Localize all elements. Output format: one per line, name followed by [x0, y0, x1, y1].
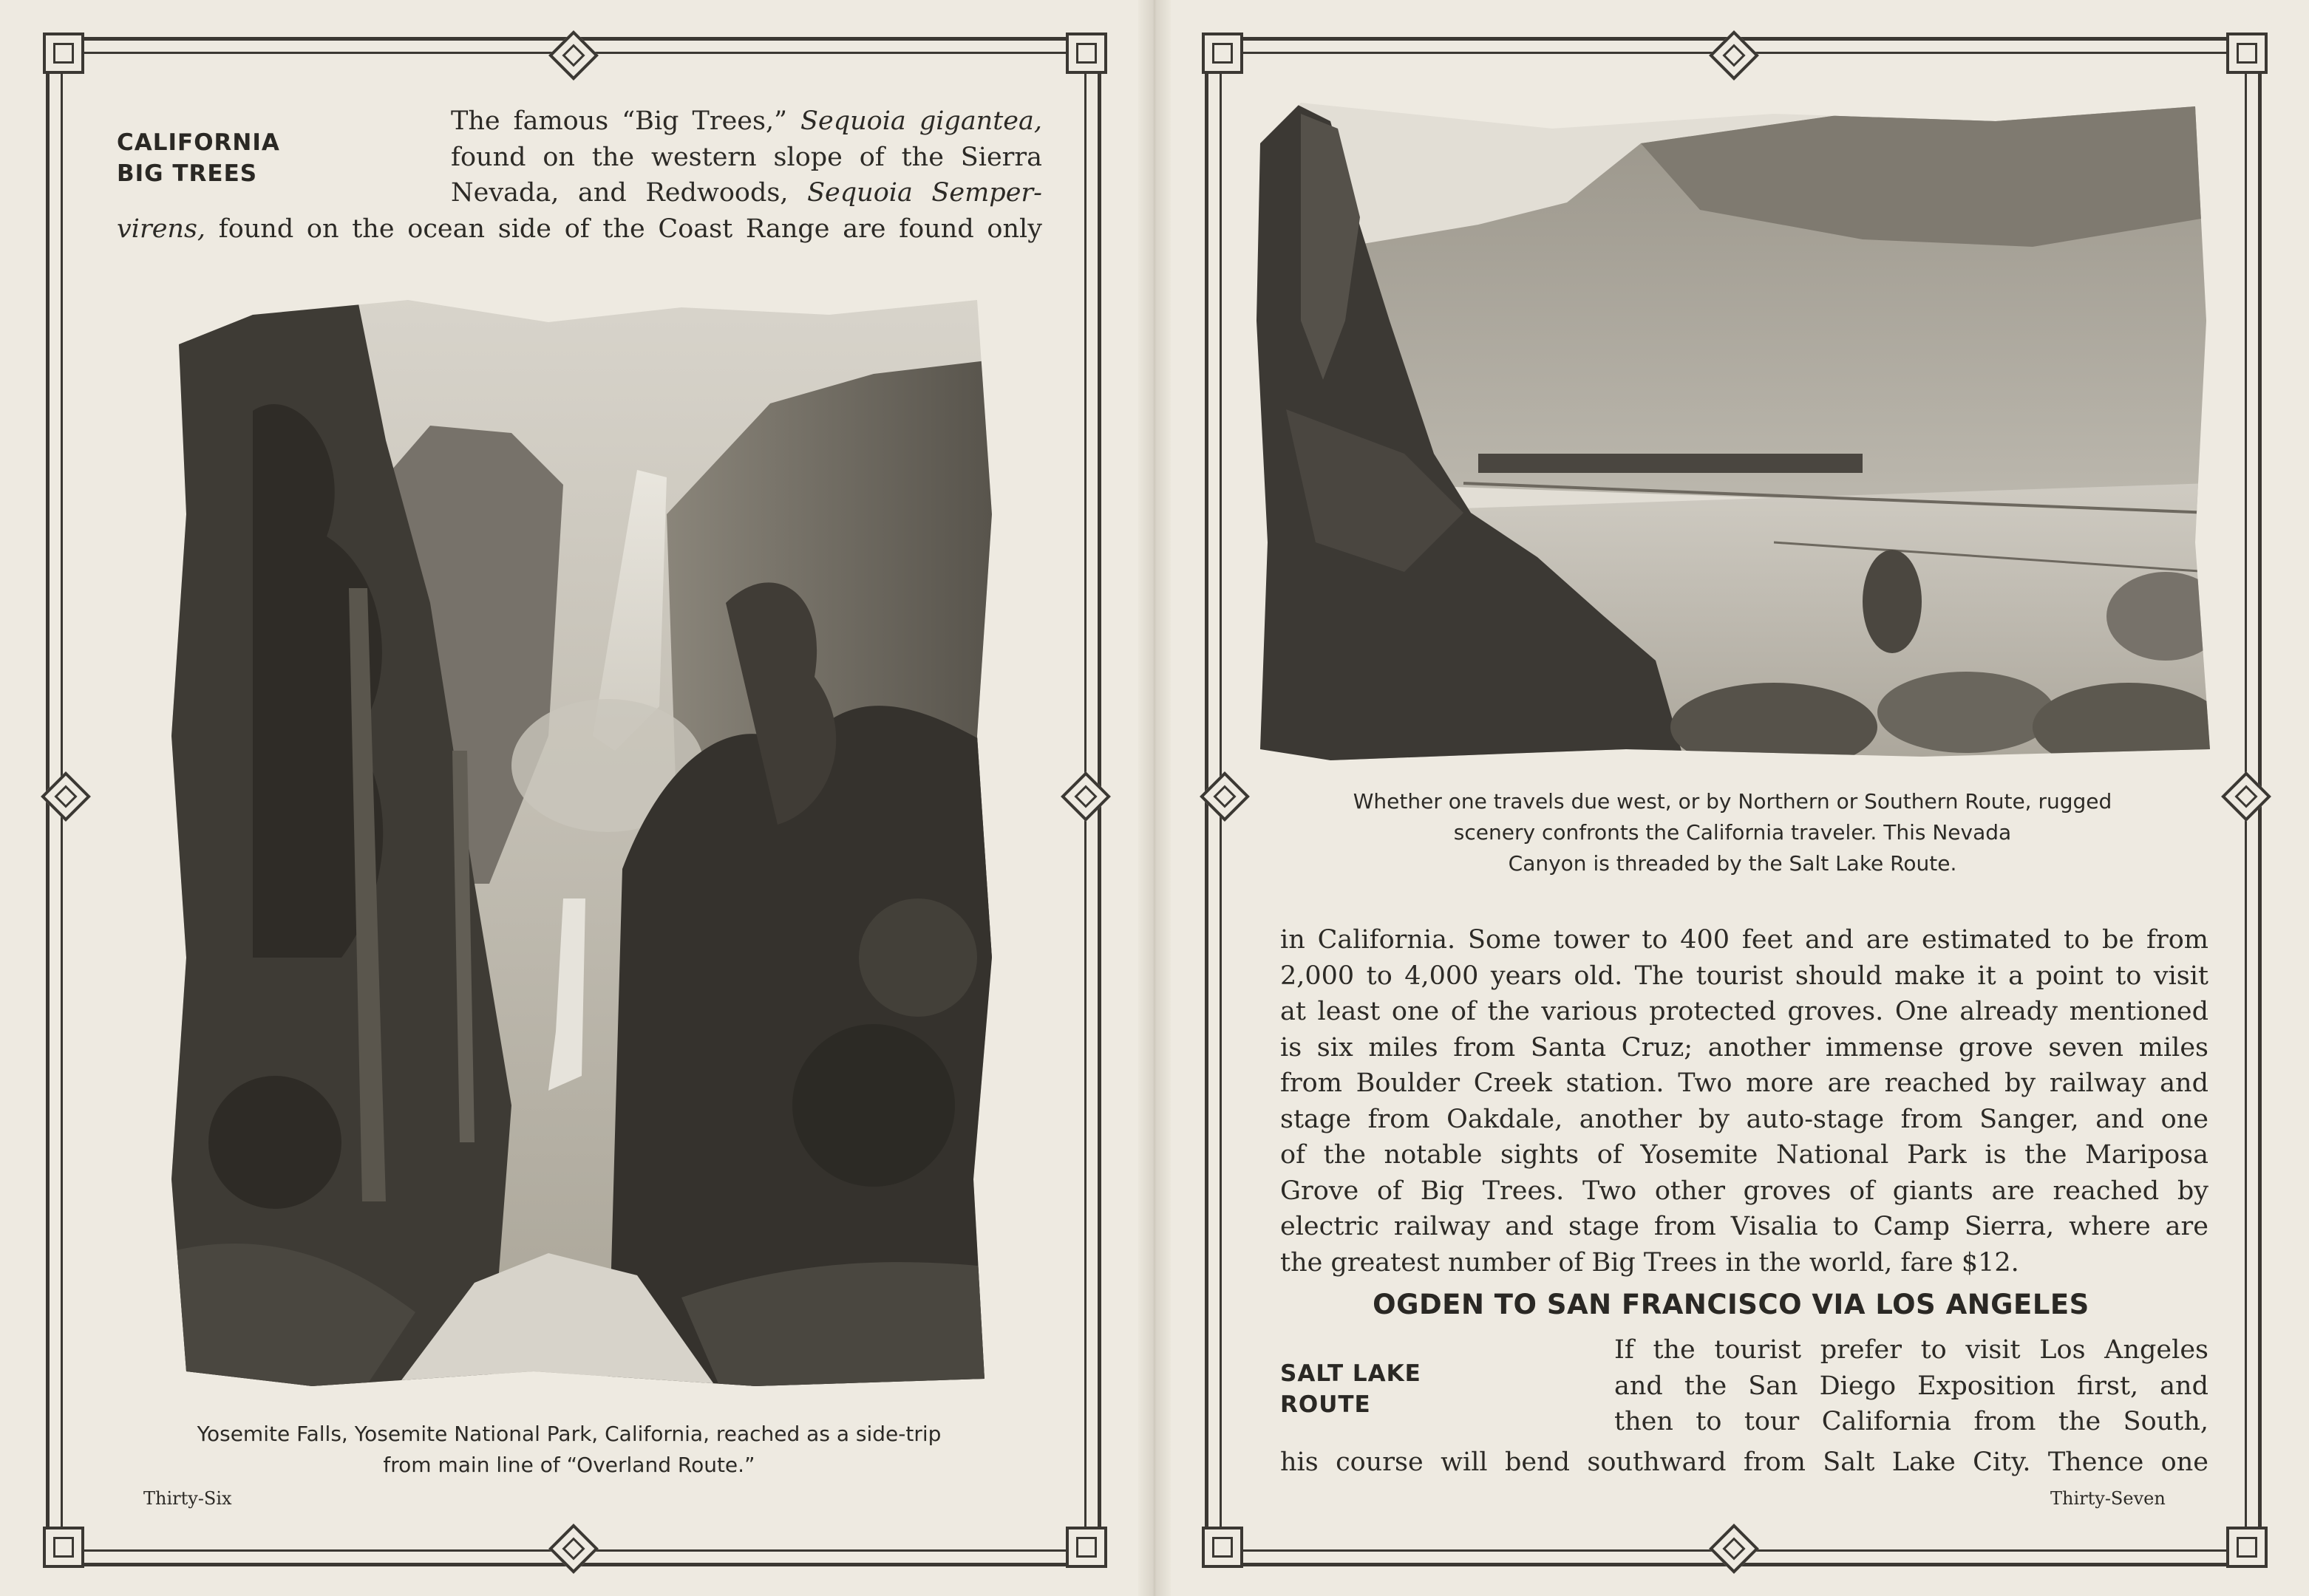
text-line: virens, found on the ocean side of the Coast Range are found only — [117, 214, 1042, 244]
text-line: from Boulder Creek station. Two more are reached by railway and — [1280, 1068, 2208, 1098]
corner-ornament — [1066, 1527, 1107, 1568]
caption-line: from main line of “Overland Route.” — [383, 1453, 755, 1477]
page-number-left: Thirty-Six — [143, 1488, 232, 1509]
sidehead-salt-lake-route — [1280, 1358, 1421, 1420]
corner-ornament — [43, 1527, 84, 1568]
caption-line: Yosemite Falls, Yosemite National Park, California, reached as a side-trip — [197, 1422, 942, 1446]
route-paragraph-indented — [1614, 1332, 2208, 1440]
text-line: then to tour California from the South, — [1614, 1407, 2208, 1436]
text-line: stage from Oakdale, another by auto-stage from Sanger, and one — [1280, 1104, 2208, 1134]
caption-line: Canyon is threaded by the Salt Lake Route. — [1508, 851, 1957, 876]
sidehead-california-big-trees — [117, 127, 280, 189]
continued-paragraph — [1280, 922, 2208, 1280]
text-line: electric railway and stage from Visalia to Camp Sierra, where are — [1280, 1212, 2208, 1241]
text-line: found on the western slope of the Sierra — [451, 142, 1042, 172]
text-line: is six miles from Santa Cruz; another immense grove seven miles — [1280, 1032, 2208, 1063]
sidehead-line: ROUTE — [1280, 1391, 1371, 1418]
nevada-canyon-photo — [1256, 99, 2210, 764]
yosemite-falls-photo — [164, 293, 999, 1401]
text-line: of the notable sights of Yosemite National Park is the Mariposa — [1280, 1140, 2208, 1170]
text-line: and the San Diego Exposition first, and — [1614, 1371, 2208, 1401]
text-line: at least one of the various protected groves. One already mentioned — [1280, 997, 2208, 1026]
section-heading: OGDEN TO SAN FRANCISCO VIA LOS ANGELES — [1373, 1289, 2089, 1320]
intro-paragraph-full-line — [117, 211, 1042, 248]
right-page — [1171, 0, 2309, 1596]
corner-ornament — [43, 33, 84, 74]
sidehead-line: BIG TREES — [117, 160, 258, 187]
text-line: the greatest number of Big Trees in the world, fare $12. — [1280, 1247, 2019, 1278]
book-gutter — [1138, 0, 1171, 1596]
text-line: The famous “Big Trees,” Sequoia gigantea, — [451, 106, 1042, 136]
photo-caption-nevada-canyon — [1252, 786, 2213, 879]
corner-ornament — [1066, 33, 1107, 74]
text-line: in California. Some tower to 400 feet and are estimated to be from — [1280, 925, 2208, 955]
corner-ornament — [2226, 1527, 2268, 1568]
corner-ornament — [2226, 33, 2268, 74]
text-line: his course will bend southward from Salt Lake City. Thence one — [1280, 1447, 2208, 1477]
corner-ornament — [1202, 33, 1243, 74]
page-number-right: Thirty-Seven — [2050, 1488, 2166, 1509]
text-line: 2,000 to 4,000 years old. The tourist should make it a point to visit — [1280, 961, 2208, 991]
photo-caption-yosemite — [126, 1419, 1013, 1481]
route-paragraph-full-line — [1280, 1445, 2208, 1481]
caption-line: scenery confronts the California traveler. This Nevada — [1453, 820, 2012, 845]
sidehead-line: CALIFORNIA — [117, 129, 280, 156]
corner-ornament — [1202, 1527, 1243, 1568]
left-page — [0, 0, 1138, 1596]
text-line: If the tourist prefer to visit Los Angeles — [1614, 1335, 2208, 1365]
sidehead-line: SALT LAKE — [1280, 1360, 1421, 1387]
intro-paragraph-indented — [451, 103, 1042, 211]
text-line: Nevada, and Redwoods, Sequoia Semper- — [451, 178, 1042, 208]
text-line: Grove of Big Trees. Two other groves of giants are reached by — [1280, 1176, 2208, 1206]
caption-line: Whether one travels due west, or by Northern or Southern Route, rugged — [1353, 789, 2112, 814]
